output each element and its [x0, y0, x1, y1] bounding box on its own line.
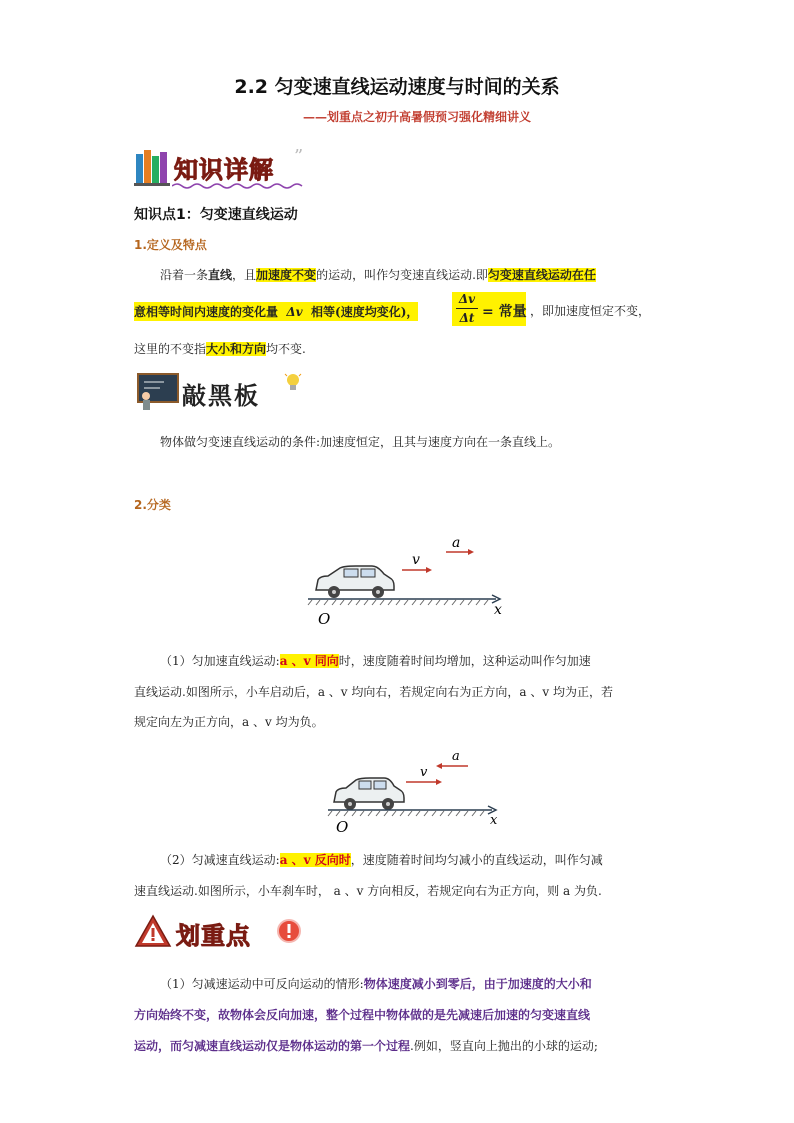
books-icon	[134, 148, 174, 186]
para-decel-line-2: 速直线运动.如图所示，小车刹车时， a 、v 方向相反，若规定向右为正方向，则 a 为负.	[134, 884, 602, 898]
banner-key-points-text: 划重点	[176, 922, 251, 950]
label-origin: O	[318, 610, 331, 627]
label-v: v	[412, 552, 420, 568]
key-point-line-3	[134, 1037, 598, 1054]
text-run: Δv	[286, 305, 303, 319]
highlight-text: 匀变速直线运动在任	[487, 268, 596, 282]
para-accel-line-2: 直线运动.如图所示，小车启动后，a 、v 均向右，若规定向右为正方向，a 、v 均为正，若	[134, 685, 613, 699]
para-accel-line-1	[160, 652, 591, 669]
section-heading-classification: 2.分类	[134, 498, 171, 512]
label-x: x	[490, 813, 498, 828]
acceleration-arrowhead	[468, 549, 474, 555]
car-icon	[316, 566, 394, 598]
banner-blackboard	[134, 372, 304, 412]
para-decel-line-1	[160, 851, 603, 868]
highlight-text: a 、v 反向时	[279, 853, 351, 867]
banner-knowledge-text: 知识详解	[174, 156, 274, 184]
text-run: （2）匀减速直线运动:	[160, 853, 280, 867]
wavy-underline-icon	[172, 182, 312, 190]
key-point-line-2: 方向始终不变，故物体会反向加速，整个过程中物体做的是先减速后加速的匀变速直线	[134, 1008, 591, 1022]
text-run: ，即加速度恒定不变，	[530, 304, 651, 318]
para-accel-line-3: 规定向左为正方向，a 、v 均为负。	[134, 715, 324, 729]
page-title: 2.2 匀变速直线运动速度与时间的关系	[234, 76, 560, 98]
banner-knowledge	[134, 146, 314, 190]
fraction-denominator: Δt	[459, 311, 475, 325]
text-run: 沿着一条	[160, 268, 209, 282]
highlight-text: a 、v 同向	[279, 654, 339, 668]
definition-line-1	[160, 266, 596, 283]
figure-accelerating-car	[306, 532, 516, 627]
label-a: a	[452, 535, 461, 551]
acceleration-arrowhead	[436, 763, 442, 769]
text-run: 意相等时间内速度的变化量	[134, 305, 279, 319]
velocity-arrowhead	[426, 567, 432, 573]
definition-line-3	[134, 340, 306, 357]
text-run: （1）匀加速直线运动:	[160, 654, 280, 668]
page-subtitle: ——划重点之初升高暑假预习强化精细讲义	[302, 110, 531, 124]
banner-blackboard-text: 敲黑板	[182, 382, 260, 410]
knowledge-point-heading: 知识点1：匀变速直线运动	[134, 207, 298, 223]
label-x: x	[494, 602, 502, 618]
ground-hatch	[328, 811, 484, 816]
warning-triangle-icon	[134, 914, 172, 948]
key-point-line-1	[160, 975, 592, 992]
ground-hatch	[308, 600, 488, 605]
emphasis-text: 物体速度减小到零后，由于加速度的大小和	[363, 977, 592, 991]
label-origin: O	[336, 818, 349, 836]
lightbulb-icon	[284, 372, 302, 394]
blackboard-note: 物体做匀变速直线运动的条件:加速度恒定，且其与速度方向在一条直线上。	[160, 435, 561, 449]
exclamation-circle-icon	[276, 918, 302, 944]
text-run: ，速度随着时间均匀减小的直线运动，叫作匀减	[350, 853, 603, 867]
text-run: 相等(速度均变化)，	[311, 305, 419, 319]
banner-key-points	[134, 912, 314, 952]
highlight-text: 大小和方向	[206, 342, 267, 356]
text-run: .例如，竖直向上抛出的小球的运动;	[410, 1039, 598, 1053]
text-run: （1）匀减速运动中可反向运动的情形:	[160, 977, 364, 991]
emphasis-text: 运动，而匀减速直线运动仅是物体运动的第一个过程	[134, 1039, 411, 1053]
blackboard-teacher-icon	[134, 372, 180, 410]
label-a: a	[452, 749, 460, 764]
text-run: 的运动，叫作匀变速直线运动.即	[316, 268, 488, 282]
label-v: v	[420, 765, 428, 780]
constant-text: = 常量	[482, 304, 527, 320]
fraction-highlight	[452, 292, 526, 326]
text-run: 时，速度随着时间均增加，这种运动叫作匀加速	[338, 654, 591, 668]
figure-decelerating-car	[326, 744, 506, 836]
velocity-arrowhead	[436, 779, 442, 785]
fraction-bar	[456, 308, 478, 309]
text-run: ，且	[232, 268, 257, 282]
highlight-text	[134, 302, 418, 321]
quote-mark-icon: ”	[294, 146, 304, 167]
text-run: 均不变.	[266, 342, 306, 356]
section-heading-definition: 1.定义及特点	[134, 238, 207, 252]
highlight-text: 加速度不变	[256, 268, 317, 282]
text-run: 直线	[208, 268, 233, 282]
text-run: 这里的不变指	[134, 342, 207, 356]
fraction-numerator: Δv	[458, 292, 476, 306]
car-icon	[334, 778, 404, 810]
